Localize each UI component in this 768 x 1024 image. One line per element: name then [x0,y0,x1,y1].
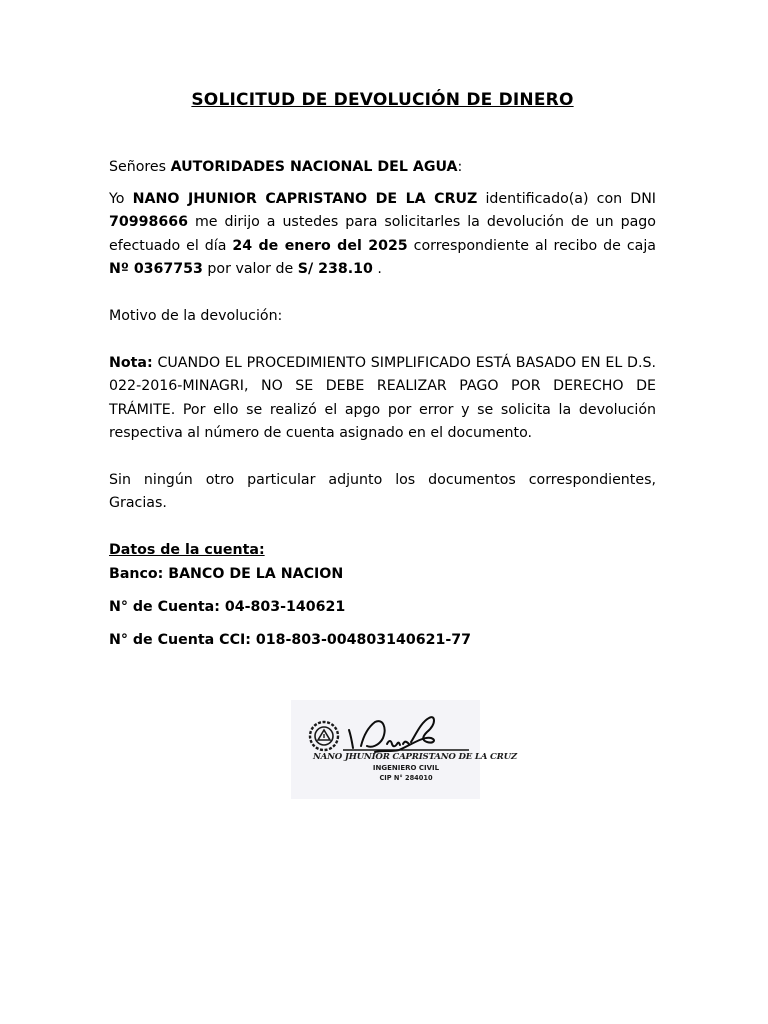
body-amount-text: por valor de [202,260,298,277]
note-label: Nota: [109,355,153,371]
payment-date: 24 de enero del 2025 [232,237,408,254]
greeting-prefix: Señores [109,159,171,175]
note-text: CUANDO EL PROCEDIMIENTO SIMPLIFICADO ESTÁ BASADO EN EL D.S. 022-2016-MINAGRI, NO SE DEBE REALIZAR PAGO POR DERECHO DE TRÁMITE. Por ello se realizó el apgo por error y se solicita la devolución respectiva al número de cuenta asignado en el documento. [109,355,656,441]
signature-name: NANO JHUNIOR CAPRISTANO DE LA CRUZ [313,752,517,762]
dni-number: 70998666 [109,214,188,231]
body-request: me dirijo a ustedes para solicitarles la devolución de un pago efectuado el día [109,214,656,254]
note-paragraph [109,352,656,445]
bank-line [109,563,656,586]
signature-graphic [291,700,517,799]
signature-title: INGENIERO CIVIL [372,764,440,772]
greeting-line [109,156,656,179]
seal-icon [310,722,338,750]
receipt-number: Nº 0367753 [109,260,203,277]
request-paragraph [109,188,656,281]
body-identified: identificado(a) con DNI [477,191,656,207]
body-end: . [372,260,382,277]
signature-cip: CIP N° 284010 [379,774,433,782]
cci-line [109,629,656,652]
cci-value: 018-803-004803140621-77 [255,632,471,648]
body-receipt-text: correspondiente al recibo de caja [407,237,657,254]
greeting-recipient: AUTORIDADES NACIONAL DEL AGUA [170,159,458,175]
reason-heading: Motivo de la devolución: [109,308,283,324]
account-value: 04-803-140621 [224,599,346,615]
account-heading: Datos de la cuenta: [109,542,265,558]
body-yo: Yo [109,191,133,207]
payment-amount: S/ 238.10 [297,260,373,277]
bank-label: Banco: [109,566,169,582]
bank-value: BANCO DE LA NACION [168,566,344,582]
applicant-name: NANO JHUNIOR CAPRISTANO DE LA CRUZ [132,191,478,207]
account-label: N° de Cuenta: [109,599,225,615]
greeting-suffix: : [457,159,463,175]
handwritten-signature-icon [349,717,434,752]
signature-stamp [291,700,517,799]
closing-paragraph: Sin ningún otro particular adjunto los documentos correspondientes, Gracias. [109,472,656,512]
cci-label: N° de Cuenta CCI: [109,632,256,648]
document-title: SOLICITUD DE DEVOLUCIÓN DE DINERO [191,90,574,110]
account-number-line [109,596,656,619]
